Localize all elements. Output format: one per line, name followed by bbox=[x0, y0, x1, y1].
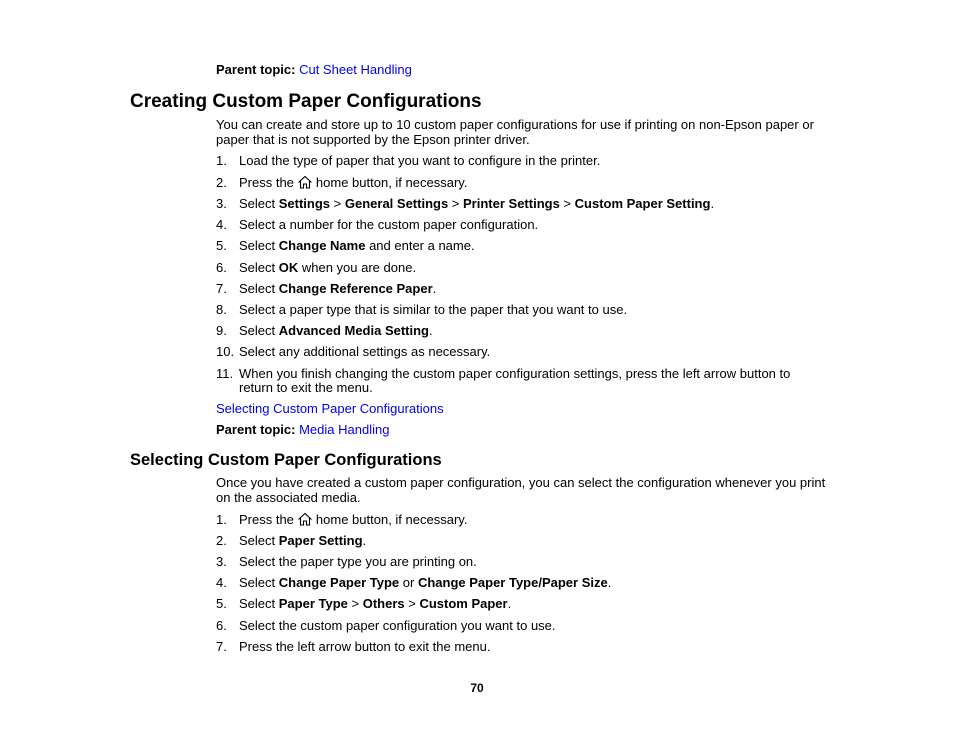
top-parent-topic bbox=[216, 62, 412, 77]
step-text-part: Select bbox=[239, 323, 279, 338]
step-number: 6. bbox=[216, 260, 227, 275]
menu-change-paper-type-size: Change Paper Type/Paper Size bbox=[417, 575, 608, 590]
section1-title: Creating Custom Paper Configurations bbox=[130, 91, 482, 112]
cut-sheet-handling-link[interactable]: Cut Sheet Handling bbox=[299, 62, 412, 77]
step-text bbox=[239, 533, 366, 548]
step-text-part: Press the bbox=[239, 512, 294, 527]
step-text-part: and enter a name. bbox=[365, 238, 475, 253]
step-number: 2. bbox=[216, 175, 227, 190]
step-text-part: Select bbox=[239, 238, 279, 253]
page-number: 70 bbox=[470, 681, 484, 695]
step-number: 3. bbox=[216, 196, 227, 211]
step-text bbox=[239, 323, 433, 338]
step-text-part: Select bbox=[239, 281, 279, 296]
step-number: 3. bbox=[216, 554, 227, 569]
menu-paper-setting: Paper Setting bbox=[278, 533, 363, 548]
step-text-part: home button, if necessary. bbox=[315, 175, 468, 190]
step-number: 8. bbox=[216, 302, 227, 317]
step-text bbox=[239, 260, 416, 275]
step-text: Select a number for the custom paper configuration. bbox=[239, 217, 539, 232]
menu-general-settings: General Settings bbox=[344, 196, 449, 211]
step-text-part: Select bbox=[239, 260, 279, 275]
menu-change-name: Change Name bbox=[278, 238, 366, 253]
menu-others: Others bbox=[362, 596, 405, 611]
section1-parent-topic bbox=[216, 422, 389, 437]
step-text bbox=[239, 575, 611, 590]
step-text-part: > bbox=[404, 596, 420, 611]
step-text bbox=[239, 512, 467, 527]
step-text-part: Select bbox=[239, 596, 279, 611]
section2-title: Selecting Custom Paper Configurations bbox=[130, 451, 442, 469]
step-number: 5. bbox=[216, 596, 227, 611]
step-text bbox=[239, 238, 475, 253]
step-number: 6. bbox=[216, 618, 227, 633]
step-text: Load the type of paper that you want to configure in the printer. bbox=[239, 153, 601, 168]
step-number: 1. bbox=[216, 153, 227, 168]
menu-advanced-media-setting: Advanced Media Setting bbox=[278, 323, 429, 338]
step-number: 2. bbox=[216, 533, 227, 548]
step-text-part: > bbox=[330, 196, 345, 211]
step-text bbox=[239, 596, 511, 611]
step-text: Select a paper type that is similar to the paper that you want to use. bbox=[239, 302, 628, 317]
step-text-part: when you are done. bbox=[298, 260, 417, 275]
step-text-part: Select bbox=[239, 575, 279, 590]
step-text-part: Press the bbox=[239, 175, 294, 190]
selecting-custom-paper-link[interactable]: Selecting Custom Paper Configurations bbox=[216, 401, 444, 416]
step-text-part: . bbox=[607, 575, 612, 590]
home-icon bbox=[297, 175, 313, 189]
menu-settings: Settings bbox=[278, 196, 331, 211]
menu-ok: OK bbox=[278, 260, 299, 275]
step-number: 10. bbox=[216, 344, 235, 359]
step-text-part: . bbox=[507, 596, 512, 611]
menu-custom-paper-setting: Custom Paper Setting bbox=[574, 196, 711, 211]
home-icon bbox=[297, 512, 313, 526]
step-text bbox=[239, 175, 467, 190]
step-number: 1. bbox=[216, 512, 227, 527]
step-text-part: Select bbox=[239, 533, 279, 548]
step-number: 5. bbox=[216, 238, 227, 253]
step-text-part: . bbox=[710, 196, 715, 211]
menu-change-paper-type: Change Paper Type bbox=[278, 575, 400, 590]
step-text: When you finish changing the custom paper configuration settings, press the left arrow button to bbox=[239, 366, 791, 381]
parent-topic-label: Parent topic: bbox=[216, 62, 296, 77]
parent-topic-label: Parent topic: bbox=[216, 422, 296, 437]
step-text: Select the paper type you are printing on. bbox=[239, 554, 477, 569]
step-number: 4. bbox=[216, 575, 227, 590]
step-text-part: > bbox=[559, 196, 575, 211]
step-number: 7. bbox=[216, 281, 227, 296]
step-text: Press the left arrow button to exit the menu. bbox=[239, 639, 491, 654]
menu-custom-paper: Custom Paper bbox=[419, 596, 508, 611]
step-text-part: . bbox=[429, 323, 433, 338]
step-text-continued: return to exit the menu. bbox=[239, 380, 373, 395]
step-number: 7. bbox=[216, 639, 227, 654]
step-number: 9. bbox=[216, 323, 227, 338]
menu-change-reference-paper: Change Reference Paper bbox=[278, 281, 433, 296]
menu-paper-type: Paper Type bbox=[278, 596, 348, 611]
step-text bbox=[239, 281, 436, 296]
step-text-part: > bbox=[347, 596, 363, 611]
step-text-part: Select bbox=[239, 196, 279, 211]
step-text-part: . bbox=[432, 281, 437, 296]
step-text-part: . bbox=[362, 533, 367, 548]
step-text-part: or bbox=[399, 575, 418, 590]
step-text-part: > bbox=[448, 196, 464, 211]
section2-intro: Once you have created a custom paper configuration, you can select the configuration whenever you print on the associated media. bbox=[216, 475, 826, 505]
section1-intro: You can create and store up to 10 custom paper configurations for use if printing on non-Epson paper or paper that is not supported by the Epson printer driver. bbox=[216, 117, 814, 147]
step-text-part: home button, if necessary. bbox=[315, 512, 468, 527]
step-number: 4. bbox=[216, 217, 227, 232]
media-handling-link[interactable]: Media Handling bbox=[299, 422, 390, 437]
menu-printer-settings: Printer Settings bbox=[463, 196, 560, 211]
step-text: Select any additional settings as necessary. bbox=[239, 344, 491, 359]
step-text: Select the custom paper configuration you want to use. bbox=[239, 618, 556, 633]
step-number: 11. bbox=[216, 366, 234, 381]
step-text bbox=[239, 196, 714, 211]
